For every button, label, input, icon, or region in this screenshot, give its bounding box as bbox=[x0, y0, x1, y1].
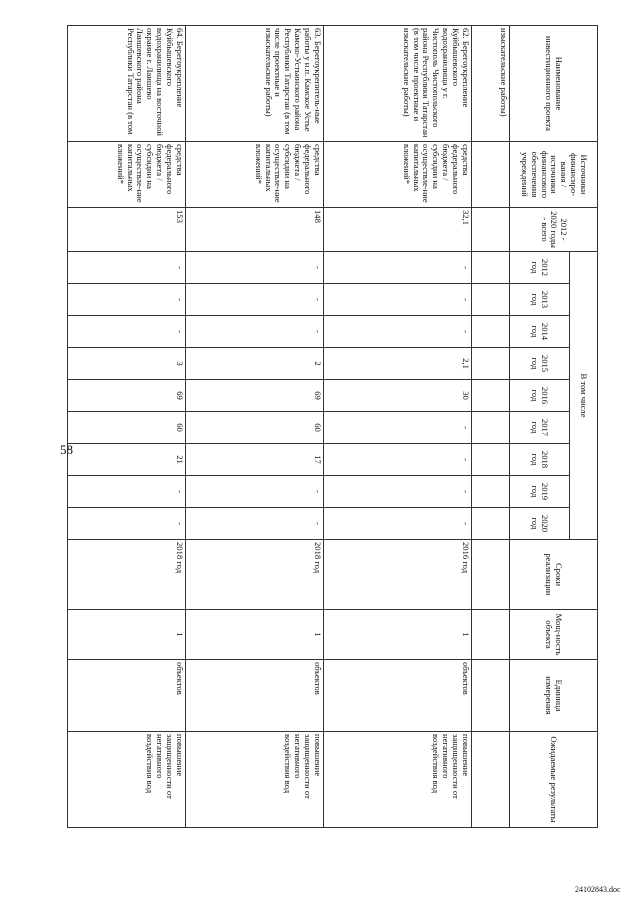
year-value: - bbox=[68, 508, 186, 540]
header-year: 2018 год bbox=[510, 444, 570, 476]
project-name: 63. Берегоукрепитель-ные работы у н.п. Камское Устье Камско-Устьинского района Республики Татарстан (в том числе проектные и изыскательские работы) bbox=[186, 26, 324, 142]
year-value: - bbox=[324, 252, 472, 284]
term-value: 2016 год bbox=[324, 540, 472, 610]
year-value: - bbox=[324, 508, 472, 540]
header-including: В том числе bbox=[570, 252, 598, 540]
header-year: 2020 год bbox=[510, 508, 570, 540]
year-value: - bbox=[324, 316, 472, 348]
header-term: Сроки реализации bbox=[510, 540, 598, 610]
header-year: 2012 год bbox=[510, 252, 570, 284]
year-value: - bbox=[324, 444, 472, 476]
header-source: Источники финансиро-вания / источники финансового обеспечения учреждений bbox=[510, 142, 598, 208]
funding-source: средства федерального бюджета / субсидии на осуществле-ние капитальных вложений* bbox=[186, 142, 324, 208]
year-value: - bbox=[68, 252, 186, 284]
year-value: - bbox=[68, 476, 186, 508]
project-name: 64. Берегоукрепление Куйбышевского водохранилища на восточной окраине г. Лаишево Лаишевского района Республики Татарстан (в том bbox=[68, 26, 186, 142]
year-value: - bbox=[324, 476, 472, 508]
result-value: повышение защищенности от негативного воздействия вод bbox=[324, 732, 472, 828]
power-value: 1 bbox=[324, 610, 472, 660]
year-value: 21 bbox=[68, 444, 186, 476]
page-number: 58 bbox=[60, 442, 73, 457]
table-row-continuation bbox=[472, 26, 510, 828]
table-row bbox=[68, 26, 186, 828]
total-value: 153 bbox=[68, 208, 186, 252]
header-power: Мощ-ность объекта bbox=[510, 610, 598, 660]
power-value: 1 bbox=[68, 610, 186, 660]
funding-source: средства федерального бюджета / субсидии на осуществле-ние капитальных вложений* bbox=[324, 142, 472, 208]
header-year: 2014 год bbox=[510, 316, 570, 348]
header-year: 2019 год bbox=[510, 476, 570, 508]
year-value: 69 bbox=[186, 380, 324, 412]
unit-value: объектов bbox=[68, 660, 186, 732]
year-value: 60 bbox=[68, 412, 186, 444]
unit-value: объектов bbox=[324, 660, 472, 732]
unit-value: объектов bbox=[186, 660, 324, 732]
year-value: - bbox=[186, 252, 324, 284]
year-value: - bbox=[324, 412, 472, 444]
term-value: 2018 год bbox=[186, 540, 324, 610]
header-unit: Единица измерения bbox=[510, 660, 598, 732]
year-value: - bbox=[324, 284, 472, 316]
result-value: повышение защищенности от негативного воздействия вод bbox=[68, 732, 186, 828]
year-value: - bbox=[68, 284, 186, 316]
header-total: 2012 - 2020 годы - всего bbox=[510, 208, 598, 252]
continuation-text: изыскательские работы) bbox=[472, 26, 510, 142]
project-name: 62. Берегоукрепление Куйбышевского водохранилища у г. Чистополь Чистопольского района Республики Татарстан (в том числе проектные и изыскательские работы) bbox=[324, 26, 472, 142]
total-value: 148 bbox=[186, 208, 324, 252]
year-value: - bbox=[186, 284, 324, 316]
year-value: 30 bbox=[324, 380, 472, 412]
year-value: 60 bbox=[186, 412, 324, 444]
year-value: - bbox=[186, 316, 324, 348]
header-name: Наименование инвестиционного проекта bbox=[510, 26, 598, 142]
header-year: 2015 год bbox=[510, 348, 570, 380]
header-year: 2017 год bbox=[510, 412, 570, 444]
funding-source: средства федерального бюджета / субсидии на осуществле-ние капитальных вложений* bbox=[68, 142, 186, 208]
year-value: 2 bbox=[186, 348, 324, 380]
term-value: 2018 год bbox=[68, 540, 186, 610]
year-value: - bbox=[186, 476, 324, 508]
year-value: 2,1 bbox=[324, 348, 472, 380]
document-id: 24102843.doc bbox=[575, 885, 621, 894]
header-year: 2013 год bbox=[510, 284, 570, 316]
year-value: 3 bbox=[68, 348, 186, 380]
header-year: 2016 год bbox=[510, 380, 570, 412]
header-result: Ожидаемые результаты bbox=[510, 732, 598, 828]
year-value: 17 bbox=[186, 444, 324, 476]
table-row bbox=[186, 26, 324, 828]
investment-projects-table bbox=[67, 25, 598, 828]
year-value: - bbox=[68, 316, 186, 348]
result-value: повышение защищенности от негативного воздействия вод bbox=[186, 732, 324, 828]
table-row bbox=[324, 26, 472, 828]
year-value: 69 bbox=[68, 380, 186, 412]
total-value: 32,1 bbox=[324, 208, 472, 252]
year-value: - bbox=[186, 508, 324, 540]
power-value: 1 bbox=[186, 610, 324, 660]
